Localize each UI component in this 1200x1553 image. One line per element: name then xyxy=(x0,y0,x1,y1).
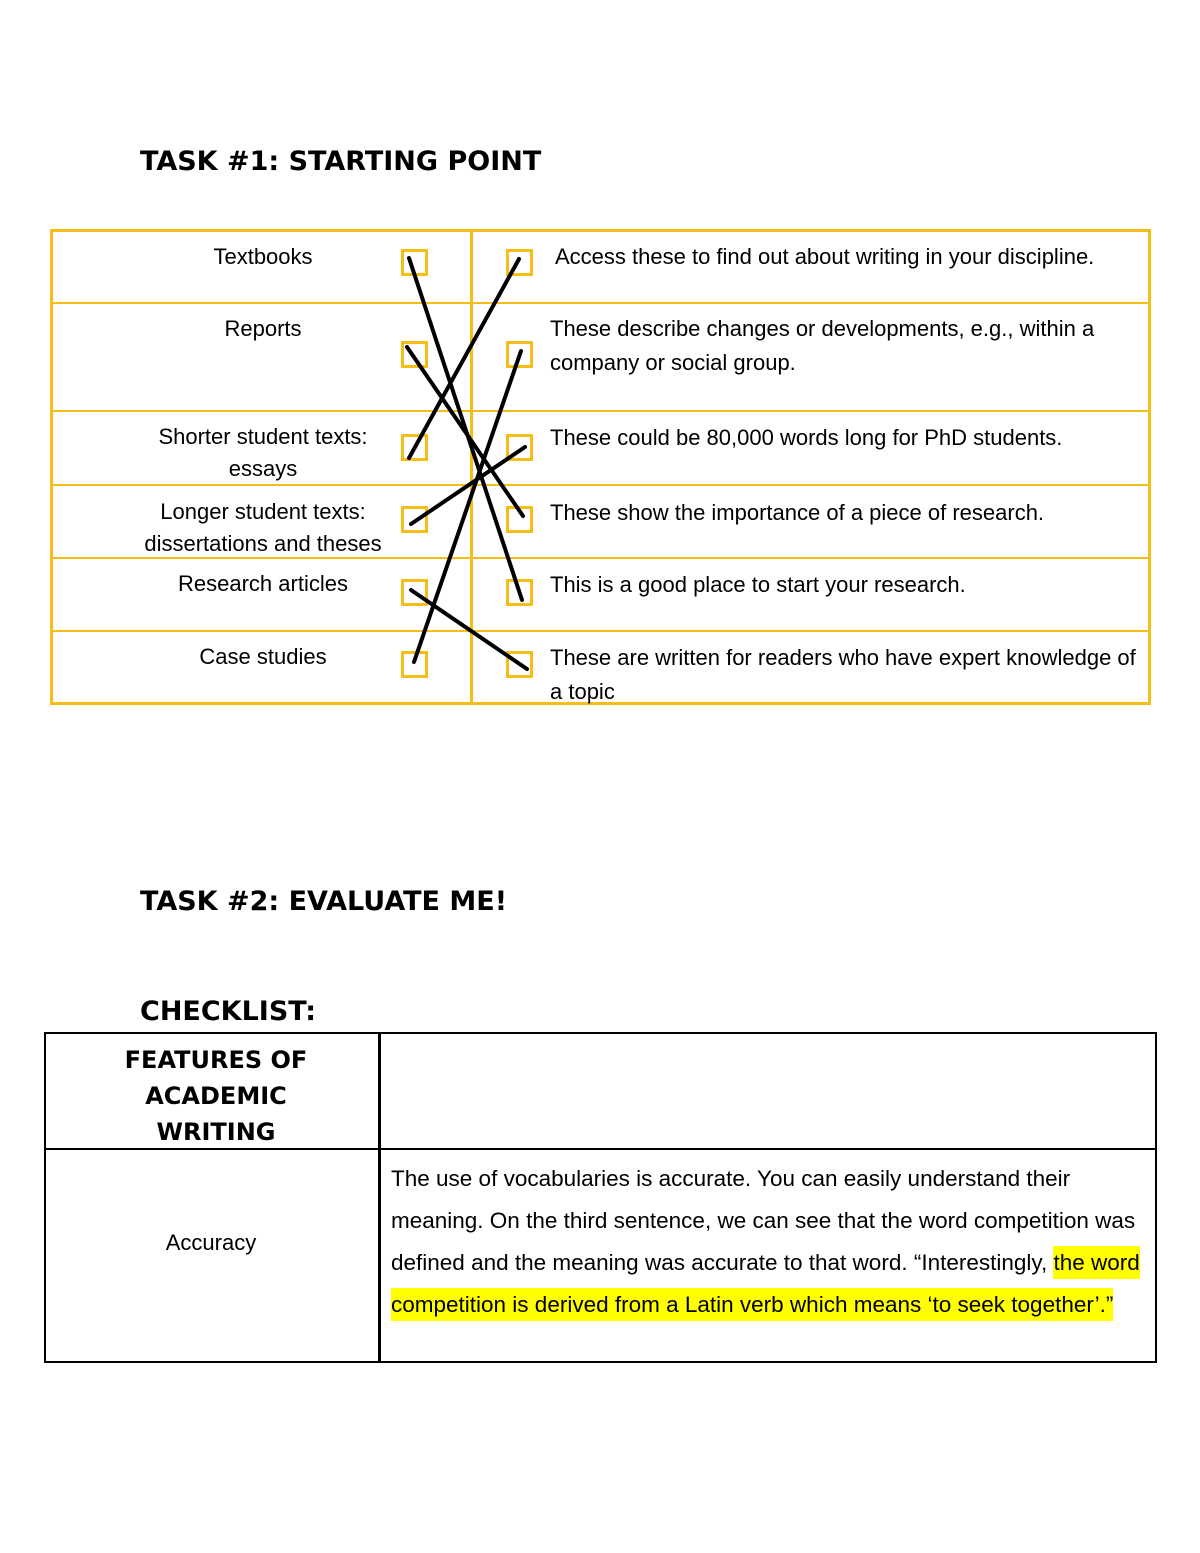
right-item-6: These are written for readers who have expert knowledge of a topic xyxy=(550,645,1136,704)
row-divider xyxy=(53,302,1148,304)
features-header: FEATURES OF ACADEMIC WRITING xyxy=(124,1046,308,1146)
criterion-accuracy: Accuracy xyxy=(165,1230,257,1255)
right-checkbox-3[interactable] xyxy=(506,434,533,461)
left-item-textbooks: Textbooks xyxy=(213,244,313,269)
right-item-4: These show the importance of a piece of research. xyxy=(550,500,1045,525)
accuracy-comment xyxy=(391,1158,1151,1326)
left-checkbox-6[interactable] xyxy=(401,651,428,678)
task2-title: TASK #2: EVALUATE ME! xyxy=(140,886,508,917)
right-checkbox-4[interactable] xyxy=(506,506,533,533)
left-checkbox-3[interactable] xyxy=(401,434,428,461)
matching-table xyxy=(50,229,1151,705)
right-checkbox-2[interactable] xyxy=(506,341,533,368)
right-item-5: This is a good place to start your research. xyxy=(550,572,966,597)
right-item-3: These could be 80,000 words long for PhD students. xyxy=(550,425,1063,450)
right-item-2: These describe changes or developments, e.g., within a company or social group. xyxy=(550,316,1095,375)
left-item-longer-texts: Longer student texts: dissertations and theses xyxy=(144,499,382,556)
left-item-shorter-texts: Shorter student texts: essays xyxy=(158,424,368,481)
left-checkbox-5[interactable] xyxy=(401,579,428,606)
task1-title: TASK #1: STARTING POINT xyxy=(140,146,542,177)
right-checkbox-6[interactable] xyxy=(506,651,533,678)
right-checkbox-5[interactable] xyxy=(506,579,533,606)
left-item-case-studies: Case studies xyxy=(199,644,327,669)
checklist-title: CHECKLIST: xyxy=(140,996,317,1027)
column-divider xyxy=(378,1034,381,1361)
right-checkbox-1[interactable] xyxy=(506,249,533,276)
left-checkbox-4[interactable] xyxy=(401,506,428,533)
comment-text: The use of vocabularies is accurate. You can easily understand their meaning. On the third sentence, we can see that the word competition was defined and the meaning was accurate to that word. “Interestingly, xyxy=(391,1166,1136,1275)
row-divider xyxy=(53,630,1148,632)
row-divider xyxy=(53,410,1148,412)
left-item-reports: Reports xyxy=(224,316,302,341)
left-checkbox-1[interactable] xyxy=(401,249,428,276)
checklist-table xyxy=(44,1032,1157,1363)
left-checkbox-2[interactable] xyxy=(401,341,428,368)
left-item-research-articles: Research articles xyxy=(178,571,348,596)
right-item-1: Access these to find out about writing in your discipline. xyxy=(555,244,1095,269)
highlighted-quote: the word competition is derived from a Latin verb which means ‘to seek together’.” xyxy=(391,1246,1140,1321)
